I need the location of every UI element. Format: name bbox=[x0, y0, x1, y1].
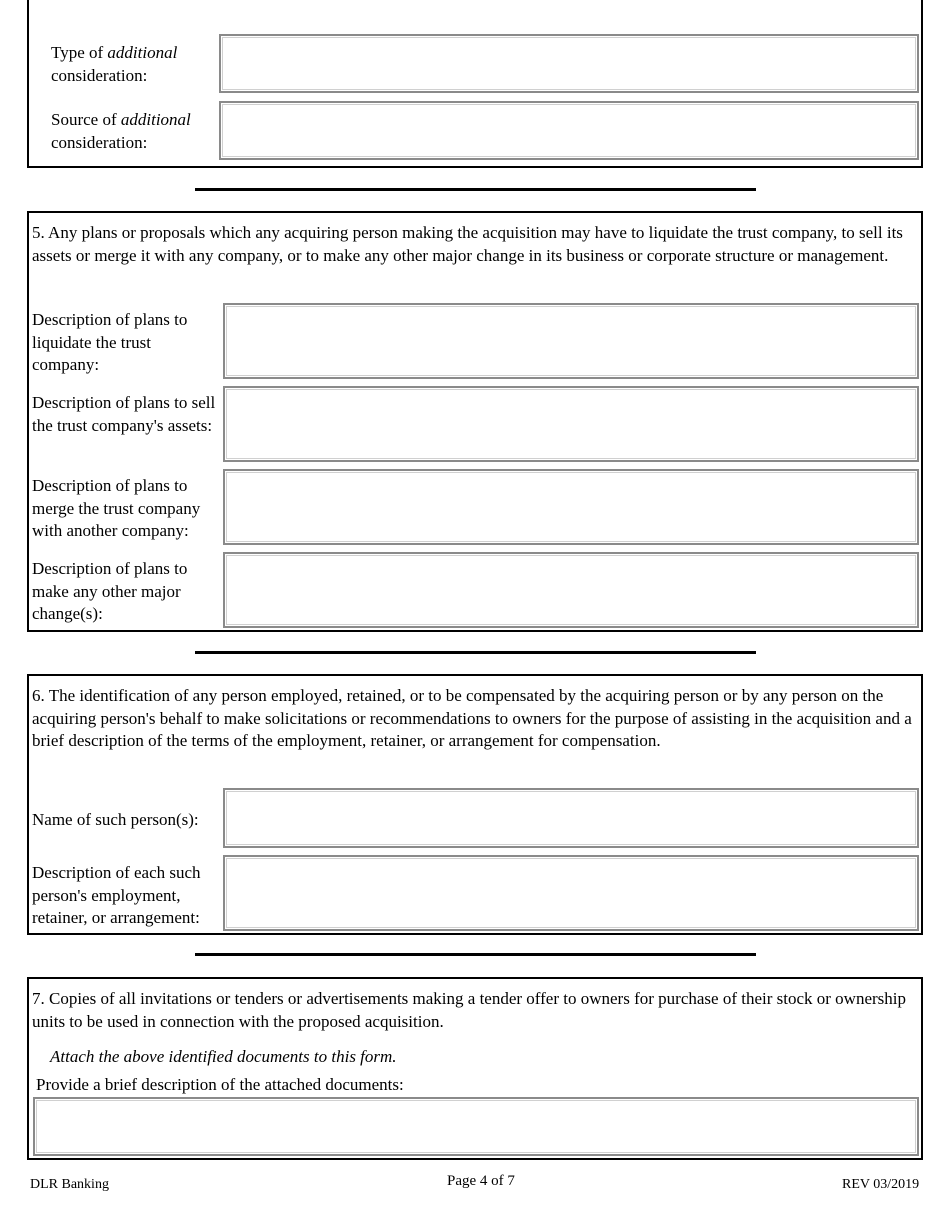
attached-documents-field[interactable] bbox=[33, 1097, 919, 1156]
sell-assets-plans-field[interactable] bbox=[223, 386, 919, 462]
section-5-intro: 5. Any plans or proposals which any acquiring person making the acquisition may have to liquidate the trust company, to sell its assets or merge it with any company, or to make any other major change in its business or corporate structure or management. bbox=[32, 223, 903, 265]
section-7-intro: 7. Copies of all invitations or tenders or advertisements making a tender offer to owners for purchase of their stock or ownership units to be used in connection with the proposed acquisition. bbox=[32, 989, 907, 1031]
person-name-label: Name of such person(s): bbox=[32, 810, 199, 829]
source-of-consideration-label: Source of additional consideration: bbox=[51, 110, 191, 152]
section-6-intro: 6. The identification of any person employed, retained, or to be compensated by the acquiring person or by any person on the acquiring person's behalf to make solicitations or recommendations to owners for the purpose of assisting in the acquisition and a brief description of the terms of the employment, retainer, or arrangement for compensation. bbox=[32, 686, 912, 750]
person-name-field[interactable] bbox=[223, 788, 919, 848]
person-employment-field[interactable] bbox=[223, 855, 919, 931]
section-divider bbox=[195, 188, 756, 191]
footer-left: DLR Banking bbox=[30, 1177, 109, 1192]
other-change-plans-label: Description of plans to make any other major change(s): bbox=[32, 559, 188, 623]
type-of-consideration-field[interactable] bbox=[219, 34, 919, 93]
merge-plans-field[interactable] bbox=[223, 469, 919, 545]
liquidate-plans-label: Description of plans to liquidate the trust company: bbox=[32, 310, 188, 374]
other-change-plans-field[interactable] bbox=[223, 552, 919, 628]
footer-page-number: Page 4 of 7 bbox=[447, 1173, 515, 1189]
section-5-box bbox=[27, 211, 923, 632]
section-divider bbox=[195, 651, 756, 654]
sell-assets-plans-label: Description of plans to sell the trust company's assets: bbox=[32, 393, 216, 435]
source-of-consideration-field[interactable] bbox=[219, 101, 919, 160]
person-employment-label: Description of each such person's employment, retainer, or arrangement: bbox=[32, 863, 201, 927]
attached-documents-label: Provide a brief description of the attached documents: bbox=[36, 1075, 404, 1094]
liquidate-plans-field[interactable] bbox=[223, 303, 919, 379]
section-7-box bbox=[27, 977, 923, 1160]
section-4-box bbox=[27, 0, 923, 168]
merge-plans-label: Description of plans to merge the trust company with another company: bbox=[32, 476, 201, 540]
attach-documents-note: Attach the above identified documents to this form. bbox=[50, 1047, 397, 1066]
section-divider bbox=[195, 953, 756, 956]
type-of-consideration-label: Type of additional consideration: bbox=[51, 43, 178, 85]
footer-revision: REV 03/2019 bbox=[842, 1177, 920, 1192]
section-6-box bbox=[27, 674, 923, 935]
